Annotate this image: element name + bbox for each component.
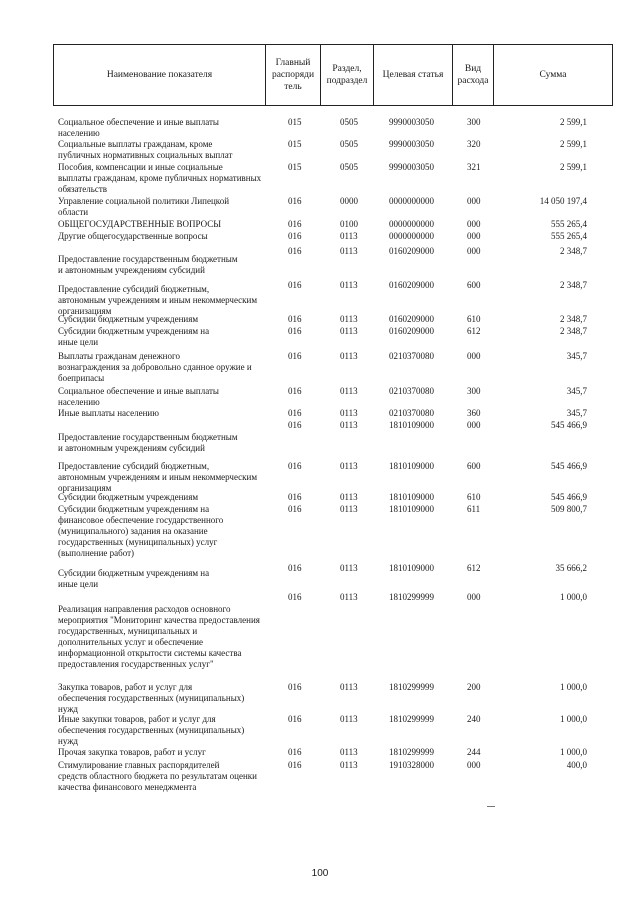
row-razdel: 0113 (340, 592, 358, 602)
row-summa: 2 599,1 (560, 117, 587, 127)
header-vid: Вид расхода (453, 45, 494, 105)
row-vid: 000 (467, 592, 481, 602)
row-summa: 400,0 (566, 760, 587, 770)
header-razdel: Раздел, подраздел (321, 45, 374, 105)
header-name: Наименование показателя (54, 45, 266, 105)
row-razdel: 0113 (340, 386, 358, 396)
row-glavny: 016 (288, 461, 302, 471)
row-celevaya: 0210370080 (389, 351, 434, 361)
row-glavny: 016 (288, 682, 302, 692)
row-razdel: 0113 (340, 408, 358, 418)
row-summa: 345,7 (566, 408, 587, 418)
row-celevaya: 0160209000 (389, 280, 434, 290)
table-header (53, 44, 613, 106)
row-celevaya: 0160209000 (389, 314, 434, 324)
row-summa: 2 348,7 (560, 326, 587, 336)
row-celevaya: 0160209000 (389, 246, 434, 256)
row-razdel: 0113 (340, 747, 358, 757)
row-name: Социальное обеспечение и иные выплаты населению (58, 117, 219, 138)
row-glavny: 016 (288, 420, 302, 430)
row-name: Прочая закупка товаров, работ и услуг (58, 747, 206, 757)
row-name: Предоставление государственным бюджетным и автономным учреждениям субсидий (58, 432, 238, 453)
row-razdel: 0113 (340, 682, 358, 692)
row-summa: 555 265,4 (551, 231, 587, 241)
row-glavny: 016 (288, 196, 302, 206)
row-glavny: 016 (288, 246, 302, 256)
row-vid: 000 (467, 196, 481, 206)
row-summa: 2 599,1 (560, 139, 587, 149)
row-summa: 1 000,0 (560, 714, 587, 724)
header-summa: Сумма (539, 70, 567, 80)
scan-speck (487, 806, 495, 807)
row-vid: 600 (467, 280, 481, 290)
row-glavny: 016 (288, 386, 302, 396)
row-celevaya: 1810299999 (389, 714, 434, 724)
row-glavny: 016 (288, 280, 302, 290)
row-vid: 321 (467, 162, 481, 172)
row-summa: 2 348,7 (560, 280, 587, 290)
row-glavny: 016 (288, 747, 302, 757)
row-glavny: 016 (288, 492, 302, 502)
row-name: Выплаты гражданам денежного вознаграждения за добровольно сданное оружие и боеприпасы (58, 351, 252, 383)
row-vid: 612 (467, 563, 481, 573)
row-name: Предоставление субсидий бюджетным, автономным учреждениям и иным некоммерческим организациям (58, 461, 258, 493)
row-summa: 1 000,0 (560, 592, 587, 602)
row-summa: 545 466,9 (551, 461, 587, 471)
row-name: Субсидии бюджетным учреждениям на иные цели (58, 568, 210, 589)
row-glavny: 016 (288, 592, 302, 602)
row-celevaya: 0000000000 (389, 196, 434, 206)
row-razdel: 0113 (340, 326, 358, 336)
row-name: Предоставление государственным бюджетным и автономным учреждениям субсидий (58, 254, 238, 275)
row-glavny: 016 (288, 408, 302, 418)
row-celevaya: 9990003050 (389, 162, 434, 172)
row-celevaya: 0000000000 (389, 219, 434, 229)
row-summa: 14 050 197,4 (539, 196, 587, 206)
row-vid: 612 (467, 326, 481, 336)
row-vid: 610 (467, 492, 481, 502)
row-razdel: 0113 (340, 461, 358, 471)
row-razdel: 0100 (340, 219, 358, 229)
row-vid: 000 (467, 351, 481, 361)
row-razdel: 0505 (340, 162, 358, 172)
row-glavny: 015 (288, 139, 302, 149)
row-name: Предоставление субсидий бюджетным, автономным учреждениям и иным некоммерческим организациям (58, 284, 258, 316)
header-glavny: Главный распоряди тель (266, 45, 321, 105)
row-razdel: 0113 (340, 714, 358, 724)
row-summa: 345,7 (566, 351, 587, 361)
row-razdel: 0113 (340, 280, 358, 290)
row-glavny: 015 (288, 162, 302, 172)
row-vid: 000 (467, 231, 481, 241)
row-celevaya: 1810109000 (389, 492, 434, 502)
row-name: Социальное обеспечение и иные выплаты населению (58, 386, 219, 407)
row-vid: 000 (467, 246, 481, 256)
row-celevaya: 1810299999 (389, 592, 434, 602)
row-razdel: 0113 (340, 492, 358, 502)
row-celevaya: 0210370080 (389, 408, 434, 418)
row-vid: 611 (467, 504, 481, 514)
row-razdel: 0113 (340, 563, 358, 573)
row-glavny: 016 (288, 326, 302, 336)
row-summa: 2 348,7 (560, 314, 587, 324)
row-razdel: 0505 (340, 117, 358, 127)
row-summa: 2 348,7 (560, 246, 587, 256)
row-summa: 1 000,0 (560, 682, 587, 692)
row-celevaya: 9990003050 (389, 139, 434, 149)
row-vid: 000 (467, 420, 481, 430)
row-celevaya: 0000000000 (389, 231, 434, 241)
row-glavny: 016 (288, 714, 302, 724)
row-vid: 600 (467, 461, 481, 471)
row-glavny: 016 (288, 351, 302, 361)
row-glavny: 016 (288, 314, 302, 324)
row-name: Иные закупки товаров, работ и услуг для обеспечения государственных (муниципальных) нужд (58, 714, 245, 746)
row-vid: 320 (467, 139, 481, 149)
row-glavny: 016 (288, 219, 302, 229)
row-vid: 610 (467, 314, 481, 324)
row-vid: 000 (467, 219, 481, 229)
row-celevaya: 1810109000 (389, 461, 434, 471)
row-summa: 1 000,0 (560, 747, 587, 757)
row-name: Иные выплаты населению (58, 408, 159, 418)
row-summa: 2 599,1 (560, 162, 587, 172)
row-name: Закупка товаров, работ и услуг для обеспечения государственных (муниципальных) нужд (58, 682, 245, 714)
row-name: Субсидии бюджетным учреждениям на финансовое обеспечение государственного (муниципального) задания на оказание государственных (муниципальных) услуг (выполнение работ) (58, 504, 224, 558)
row-vid: 300 (467, 117, 481, 127)
row-name: Субсидии бюджетным учреждениям (58, 314, 199, 324)
row-razdel: 0113 (340, 420, 358, 430)
row-name: ОБЩЕГОСУДАРСТВЕННЫЕ ВОПРОСЫ (58, 219, 222, 229)
row-name: Социальные выплаты гражданам, кроме публичных нормативных социальных выплат (58, 139, 233, 160)
row-vid: 300 (467, 386, 481, 396)
header-celevaya: Целевая статья (374, 45, 453, 105)
row-razdel: 0113 (340, 351, 358, 361)
row-celevaya: 1810109000 (389, 563, 434, 573)
row-glavny: 016 (288, 504, 302, 514)
row-celevaya: 1810109000 (389, 420, 434, 430)
row-name: Пособия, компенсации и иные социальные выплаты гражданам, кроме публичных нормативных обязательств (58, 162, 262, 194)
row-summa: 555 265,4 (551, 219, 587, 229)
row-name: Стимулирование главных распорядителей средств областного бюджета по результатам оценки качества финансового менеджмента (58, 760, 257, 792)
row-summa: 345,7 (566, 386, 587, 396)
row-celevaya: 1810109000 (389, 504, 434, 514)
row-name: Реализация направления расходов основного мероприятия "Мониторинг качества предоставления государственных, муниципальных и дополнительных услуг и обеспечение информационной открытости системы качества предоставления государственных услуг" (58, 604, 260, 669)
row-vid: 240 (467, 714, 481, 724)
row-name: Управление социальной политики Липецкой области (58, 196, 230, 217)
row-summa: 509 800,7 (551, 504, 587, 514)
row-razdel: 0000 (340, 196, 358, 206)
row-name: Субсидии бюджетным учреждениям на иные цели (58, 326, 210, 347)
page-number: 100 (311, 868, 329, 879)
row-vid: 200 (467, 682, 481, 692)
row-razdel: 0113 (340, 314, 358, 324)
row-vid: 360 (467, 408, 481, 418)
row-summa: 545 466,9 (551, 420, 587, 430)
row-vid: 000 (467, 760, 481, 770)
row-celevaya: 1910328000 (389, 760, 434, 770)
row-razdel: 0113 (340, 231, 358, 241)
row-celevaya: 0160209000 (389, 326, 434, 336)
row-celevaya: 9990003050 (389, 117, 434, 127)
row-summa: 545 466,9 (551, 492, 587, 502)
row-celevaya: 1810299999 (389, 682, 434, 692)
row-summa: 35 666,2 (555, 563, 587, 573)
row-celevaya: 1810299999 (389, 747, 434, 757)
row-name: Другие общегосударственные вопросы (58, 231, 208, 241)
row-razdel: 0113 (340, 246, 358, 256)
row-celevaya: 0210370080 (389, 386, 434, 396)
row-vid: 244 (467, 747, 481, 757)
row-glavny: 015 (288, 117, 302, 127)
row-name: Субсидии бюджетным учреждениям (58, 492, 199, 502)
row-glavny: 016 (288, 231, 302, 241)
row-razdel: 0113 (340, 504, 358, 514)
row-razdel: 0505 (340, 139, 358, 149)
row-glavny: 016 (288, 760, 302, 770)
row-razdel: 0113 (340, 760, 358, 770)
row-glavny: 016 (288, 563, 302, 573)
